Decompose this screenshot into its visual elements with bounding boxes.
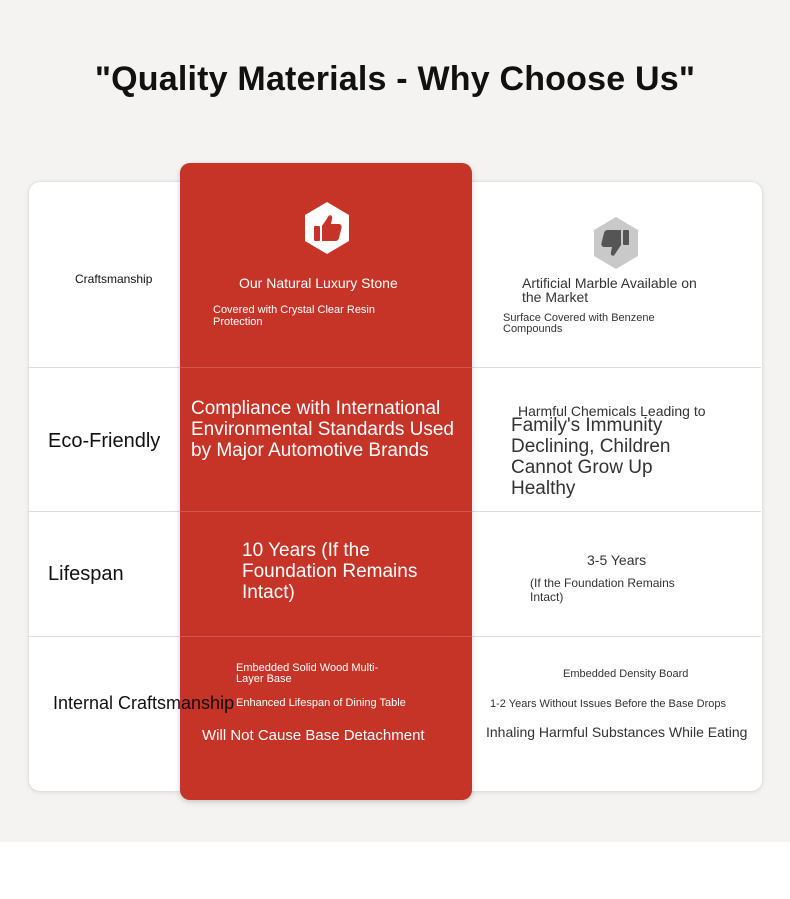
theirs-lifespan-detail: (If the Foundation Remains Intact) — [530, 576, 675, 604]
row-label-eco-friendly: Eco-Friendly — [48, 430, 161, 452]
ours-heading: Our Natural Luxury Stone — [239, 275, 398, 291]
theirs-eco-text-b: Family's Immunity Declining, Children Cannot Grow Up Healthy — [511, 415, 671, 499]
theirs-heading: Artificial Marble Available on the Market — [522, 275, 697, 305]
row-divider — [180, 511, 472, 512]
ours-internal-line2: Enhanced Lifespan of Dining Table — [236, 697, 406, 709]
ours-eco-text: Compliance with International Environmental Standards Used by Major Automotive Brands — [191, 398, 454, 461]
ours-detail: Covered with Crystal Clear Resin Protection — [213, 304, 375, 328]
theirs-lifespan-heading: 3-5 Years — [587, 552, 647, 568]
theirs-eco-text-a: Harmful Chemicals Leading to — [518, 403, 706, 419]
row-divider — [180, 636, 472, 637]
row-label-craftsmanship: Craftsmanship — [75, 272, 153, 286]
row-label-internal-craftsmanship: Internal Craftsmanship — [53, 693, 235, 713]
ours-internal-line3: Will Not Cause Base Detachment — [202, 727, 425, 744]
thumbs-up-icon — [300, 201, 354, 255]
thumbs-down-icon — [589, 216, 643, 270]
theirs-internal-line2: 1-2 Years Without Issues Before the Base Drops — [490, 698, 727, 710]
ours-internal-line1: Embedded Solid Wood Multi-Layer Base — [236, 662, 379, 685]
page-title: "Quality Materials - Why Choose Us" — [94, 60, 696, 98]
theirs-internal-line3: Inhaling Harmful Substances While Eating — [486, 724, 748, 740]
theirs-internal-line1: Embedded Density Board — [563, 668, 689, 680]
theirs-detail: Surface Covered with Benzene Compounds — [503, 312, 655, 335]
row-divider — [180, 367, 472, 368]
row-label-lifespan: Lifespan — [48, 563, 124, 585]
ours-lifespan-text: 10 Years (If the Foundation Remains Intact) — [242, 540, 418, 603]
